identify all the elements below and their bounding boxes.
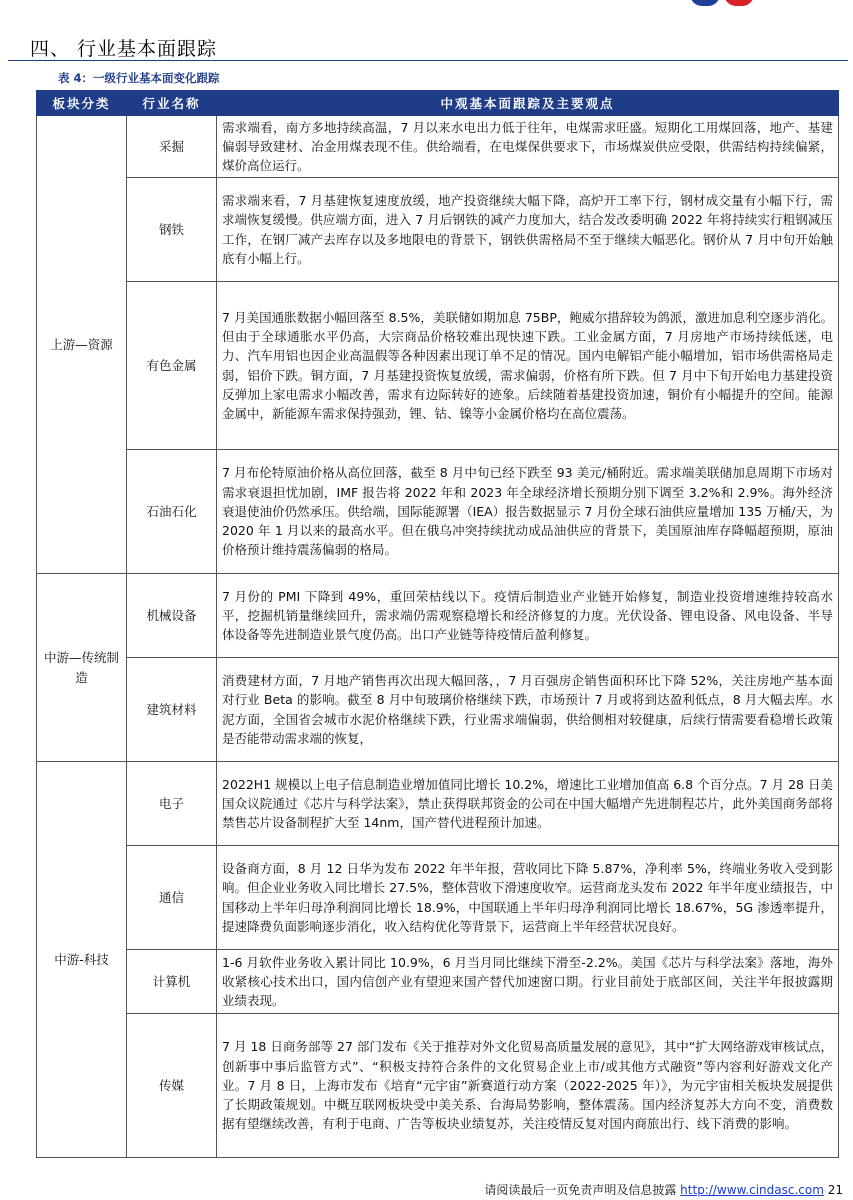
header-observations: 中观基本面跟踪及主要观点 [217,91,839,116]
industry-cell: 传媒 [127,1014,217,1158]
disclaimer-note: 请阅读最后一页免责声明及信息披露 [484,1183,677,1197]
observation-cell: 设备商方面，8 月 12 日华为发布 2022 年半年报，营收同比下降 5.87%，净利率 5%，终端业务收入受到影响。但企业业务收入同比增长 27.5%，整体营收下滑速度收窄。运营商龙头发布 2022 年半年度业绩报告，中国移动上半年归母净利润同比增长 18.9%，中国联通上半年归母净利润同比增长 18.67%，5G 渗透率提升，提速降费负面影响逐步消化，收入结构优化等背景下，运营商上半年经营状况良好。 [217,846,839,950]
industry-tracking-table [36,90,839,1158]
observation-cell: 7 月美国通胀数据小幅回落至 8.5%，美联储如期加息 75BP，鲍威尔措辞较为鸽派，激进加息利空逐步消化。但由于全球通胀水平仍高，大宗商品价格较难出现快速下跌。工业金属方面，7 月房地产市场持续低迷，电力、汽车用铝也因企业高温假等各种因素出现订单不足的情况。国内电解铝产能小幅增加，铝市场供需格局走弱，铝价下跌。铜方面，7 月基建投资恢复放缓，需求偏弱，价格有所下跌。但 7 月中下旬开始电力基建投资反弹加上家电需求小幅改善，需求有边际转好的迹象。后续随着基建投资加速，铜价有小幅提升的空间。能源金属中，新能源车需求保持强劲，锂、钴、镍等小金属价格均在高位震荡。 [217,282,839,450]
table-row [37,574,839,658]
company-logo [690,0,754,7]
table-row [37,658,839,762]
table-row [37,116,839,178]
page-number: 21 [827,1183,843,1197]
table-caption: 表 4：一级行业基本面变化跟踪 [58,71,220,85]
table-row [37,450,839,574]
sector-cell: 上游—资源 [37,116,127,574]
observation-cell: 1-6 月软件业务收入累计同比 10.9%，6 月当月同比继续下滑至-2.2%。美国《芯片与科学法案》落地，海外收紧核心技术出口，国内信创产业有望迎来国产替代加速窗口期。行业目前处于底部区间，关注半年报披露期业绩表现。 [217,950,839,1014]
table-row [37,1014,839,1158]
observation-cell: 2022H1 规模以上电子信息制造业增加值同比增长 10.2%，增速比工业增加值高 6.8 个百分点。7 月 28 日美国众议院通过《芯片与科学法案》，禁止获得联邦资金的公司在中国大幅增产先进制程芯片，此外美国商务部将禁售芯片设备制程扩大至 14nm，国产替代进程预计加速。 [217,762,839,846]
header-sector: 板块分类 [37,91,127,116]
section-title: 四、 行业基本面跟踪 [30,38,218,60]
industry-cell: 计算机 [127,950,217,1014]
table-row [37,950,839,1014]
table-row [37,762,839,846]
industry-cell: 建筑材料 [127,658,217,762]
sector-cell: 中游-科技 [37,762,127,1158]
observation-cell: 7 月布伦特原油价格从高位回落，截至 8 月中旬已经下跌至 93 美元/桶附近。需求端美联储加息周期下市场对需求衰退担忧加剧，IMF 报告将 2022 年和 2023 年全球经济增长预期分别下调至 3.2%和 2.9%。海外经济衰退使油价仍然承压。供给端，国际能源署（IEA）报告数据显示 7 月份全球石油供应量增加 135 万桶/天，为 2020 年 1 月以来的最高水平。但在俄乌冲突持续扰动成品油供应的背景下，美国原油库存降幅超预期，原油价格预计维持震荡偏弱的格局。 [217,450,839,574]
observation-cell: 需求端来看，7 月基建恢复速度放缓，地产投资继续大幅下降，高炉开工率下行，钢材成交量有小幅下行，需求端恢复缓慢。供应端方面，进入 7 月后钢铁的减产力度加大，结合发改委明确 2022 年将持续实行粗钢减压工作，在钢厂减产去库存以及多地限电的背景下，钢铁供需格局不至于继续大幅恶化。钢价从 7 月中旬开始触底有小幅上行。 [217,178,839,282]
industry-cell: 钢铁 [127,178,217,282]
website-link[interactable]: http://www.cindasc.com [680,1183,824,1197]
observation-cell: 消费建材方面，7 月地产销售再次出现大幅回落，，7 月百强房企销售面积环比下降 52%，关注房地产基本面对行业 Beta 的影响。截至 8 月中旬玻璃价格继续下跌，市场预计 7 月或将到达盈利低点，8 月大幅去库。水泥方面，全国省会城市水泥价格继续下跌，行业需求端偏弱，供给侧相对较健康，后续行情需要看稳增长政策是否能带动需求端的恢复， [217,658,839,762]
industry-cell: 通信 [127,846,217,950]
sector-cell: 中游—传统制造 [37,574,127,762]
industry-cell: 采掘 [127,116,217,178]
table-header-row [37,91,839,116]
table-row [37,178,839,282]
table-row [37,846,839,950]
industry-cell: 机械设备 [127,574,217,658]
industry-cell: 电子 [127,762,217,846]
observation-cell: 7 月 18 日商务部等 27 部门发布《关于推荐对外文化贸易高质量发展的意见》，其中“扩大网络游戏审核试点，创新事中事后监管方式”、“积极支持符合条件的文化贸易企业上市/或其他方式融资”等内容利好游戏文化产业。7 月 8 日，上海市发布《培育“元宇宙”新赛道行动方案（2022-2025 年）》，为元宇宙相关板块发展提供了长期政策规划。中概互联网板块受中美关系、台海局势影响，整体震荡。国内经济复苏大方向不变，消费数据有望继续改善，有利于电商、广告等板块业绩复苏，关注疫情反复对国内商旅出行、线下消费的影响。 [217,1014,839,1158]
industry-cell: 有色金属 [127,282,217,450]
observation-cell: 7 月份的 PMI 下降到 49%，重回荣枯线以下。疫情后制造业产业链开始修复，制造业投资增速维持较高水平，挖掘机销量继续回升，需求端仍需观察稳增长和经济修复的力度。光伏设备、锂电设备、风电设备、半导体设备等先进制造业景气度仍高。出口产业链等待疫情后盈利修复。 [217,574,839,658]
header-divider [8,60,848,61]
observation-cell: 需求端看，南方多地持续高温，7 月以来水电出力低于往年，电煤需求旺盛。短期化工用煤回落，地产、基建偏弱导致建材、冶金用煤表现不佳。供给端看，在电煤保供要求下，市场煤炭供应受限，供需结构持续偏紧，煤价高位运行。 [217,116,839,178]
header-industry: 行业名称 [127,91,217,116]
table-row [37,282,839,450]
page-footer [484,1181,843,1198]
industry-cell: 石油石化 [127,450,217,574]
